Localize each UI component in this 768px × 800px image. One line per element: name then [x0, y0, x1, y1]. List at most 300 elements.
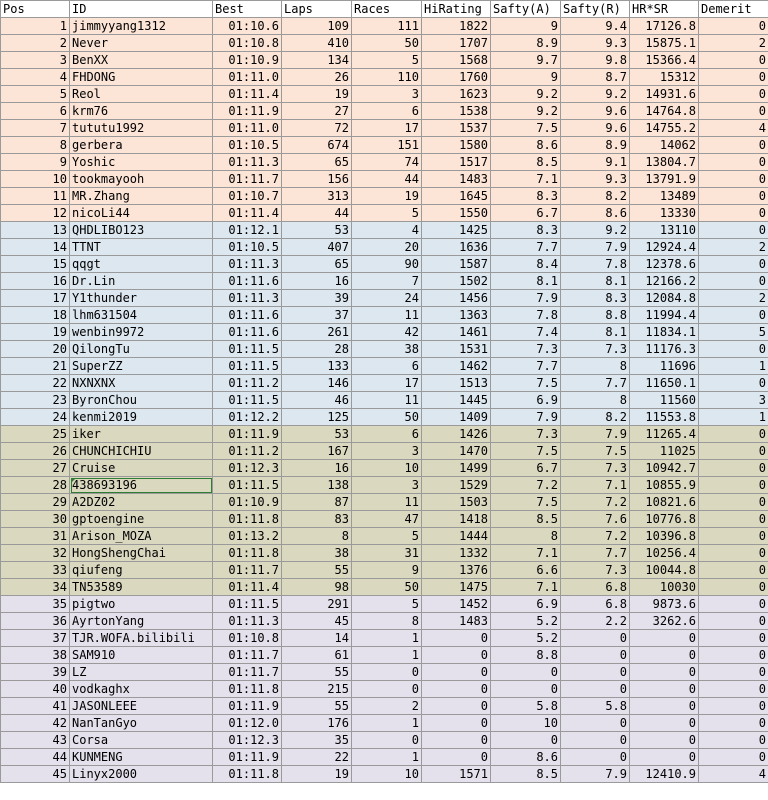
hirating-cell[interactable]: 1452: [422, 596, 491, 613]
laps-cell[interactable]: 215: [282, 681, 352, 698]
best-cell[interactable]: 01:11.7: [213, 562, 282, 579]
demerit-cell[interactable]: 0: [699, 647, 768, 664]
safty-a-cell[interactable]: 8.5: [491, 154, 561, 171]
safty-a-cell[interactable]: 7.2: [491, 477, 561, 494]
hr-sr-cell[interactable]: 17126.8: [630, 18, 699, 35]
hirating-cell[interactable]: 1517: [422, 154, 491, 171]
safty-a-cell[interactable]: 7.1: [491, 171, 561, 188]
races-cell[interactable]: 6: [352, 358, 422, 375]
safty-a-cell[interactable]: 7.1: [491, 545, 561, 562]
pos-cell[interactable]: 31: [1, 528, 70, 545]
pos-cell[interactable]: 8: [1, 137, 70, 154]
safty-r-cell[interactable]: 7.3: [561, 460, 630, 477]
safty-a-cell[interactable]: 5.8: [491, 698, 561, 715]
laps-cell[interactable]: 674: [282, 137, 352, 154]
safty-a-cell[interactable]: 9.2: [491, 103, 561, 120]
hr-sr-cell[interactable]: 0: [630, 630, 699, 647]
table-row[interactable]: [1, 69, 768, 86]
table-row[interactable]: [1, 613, 768, 630]
demerit-cell[interactable]: 0: [699, 715, 768, 732]
hr-sr-cell[interactable]: 0: [630, 715, 699, 732]
demerit-cell[interactable]: 0: [699, 222, 768, 239]
hirating-cell[interactable]: 1425: [422, 222, 491, 239]
laps-cell[interactable]: 37: [282, 307, 352, 324]
races-cell[interactable]: 0: [352, 664, 422, 681]
demerit-cell[interactable]: 0: [699, 630, 768, 647]
safty-a-cell[interactable]: 9.7: [491, 52, 561, 69]
laps-cell[interactable]: 19: [282, 766, 352, 783]
laps-cell[interactable]: 38: [282, 545, 352, 562]
safty-a-cell[interactable]: 8.3: [491, 222, 561, 239]
table-row[interactable]: [1, 562, 768, 579]
safty-r-cell[interactable]: 9.8: [561, 52, 630, 69]
hr-sr-cell[interactable]: 12084.8: [630, 290, 699, 307]
pos-cell[interactable]: 35: [1, 596, 70, 613]
pos-cell[interactable]: 21: [1, 358, 70, 375]
demerit-cell[interactable]: 0: [699, 749, 768, 766]
laps-cell[interactable]: 109: [282, 18, 352, 35]
table-row[interactable]: [1, 171, 768, 188]
safty-r-cell[interactable]: 7.6: [561, 511, 630, 528]
safty-r-cell[interactable]: 6.8: [561, 596, 630, 613]
hr-sr-cell[interactable]: 0: [630, 681, 699, 698]
hr-sr-cell[interactable]: 12378.6: [630, 256, 699, 273]
safty-a-cell[interactable]: 10: [491, 715, 561, 732]
id-cell[interactable]: 438693196: [70, 477, 213, 494]
safty-a-cell[interactable]: 7.3: [491, 426, 561, 443]
laps-cell[interactable]: 133: [282, 358, 352, 375]
safty-a-cell[interactable]: 9.2: [491, 86, 561, 103]
hirating-cell[interactable]: 1645: [422, 188, 491, 205]
laps-cell[interactable]: 410: [282, 35, 352, 52]
table-row[interactable]: [1, 664, 768, 681]
best-cell[interactable]: 01:11.8: [213, 766, 282, 783]
demerit-cell[interactable]: 0: [699, 137, 768, 154]
header-demerit[interactable]: Demerit: [699, 1, 768, 18]
demerit-cell[interactable]: 0: [699, 426, 768, 443]
pos-cell[interactable]: 28: [1, 477, 70, 494]
table-row[interactable]: [1, 477, 768, 494]
laps-cell[interactable]: 72: [282, 120, 352, 137]
id-cell[interactable]: Arison_MOZA: [70, 528, 213, 545]
hirating-cell[interactable]: 0: [422, 664, 491, 681]
safty-a-cell[interactable]: 8.4: [491, 256, 561, 273]
pos-cell[interactable]: 25: [1, 426, 70, 443]
best-cell[interactable]: 01:12.0: [213, 715, 282, 732]
safty-a-cell[interactable]: 6.6: [491, 562, 561, 579]
races-cell[interactable]: 5: [352, 596, 422, 613]
hr-sr-cell[interactable]: 11834.1: [630, 324, 699, 341]
races-cell[interactable]: 10: [352, 460, 422, 477]
id-cell[interactable]: jimmyyang1312: [70, 18, 213, 35]
races-cell[interactable]: 50: [352, 409, 422, 426]
hr-sr-cell[interactable]: 0: [630, 647, 699, 664]
id-cell[interactable]: JASONLEEE: [70, 698, 213, 715]
pos-cell[interactable]: 5: [1, 86, 70, 103]
safty-r-cell[interactable]: 0: [561, 715, 630, 732]
safty-a-cell[interactable]: 6.9: [491, 596, 561, 613]
races-cell[interactable]: 1: [352, 715, 422, 732]
hirating-cell[interactable]: 0: [422, 647, 491, 664]
table-row[interactable]: [1, 698, 768, 715]
pos-cell[interactable]: 12: [1, 205, 70, 222]
safty-a-cell[interactable]: 7.9: [491, 409, 561, 426]
demerit-cell[interactable]: 0: [699, 562, 768, 579]
pos-cell[interactable]: 34: [1, 579, 70, 596]
safty-r-cell[interactable]: 8.1: [561, 273, 630, 290]
demerit-cell[interactable]: 0: [699, 579, 768, 596]
best-cell[interactable]: 01:11.2: [213, 375, 282, 392]
races-cell[interactable]: 3: [352, 477, 422, 494]
table-row[interactable]: [1, 392, 768, 409]
safty-a-cell[interactable]: 8.6: [491, 749, 561, 766]
hirating-cell[interactable]: 1363: [422, 307, 491, 324]
pos-cell[interactable]: 42: [1, 715, 70, 732]
best-cell[interactable]: 01:11.8: [213, 545, 282, 562]
table-row[interactable]: [1, 120, 768, 137]
laps-cell[interactable]: 176: [282, 715, 352, 732]
best-cell[interactable]: 01:12.3: [213, 732, 282, 749]
hirating-cell[interactable]: 1470: [422, 443, 491, 460]
hirating-cell[interactable]: 1456: [422, 290, 491, 307]
races-cell[interactable]: 11: [352, 494, 422, 511]
safty-r-cell[interactable]: 0: [561, 630, 630, 647]
races-cell[interactable]: 0: [352, 732, 422, 749]
table-row[interactable]: [1, 154, 768, 171]
races-cell[interactable]: 9: [352, 562, 422, 579]
best-cell[interactable]: 01:10.8: [213, 35, 282, 52]
pos-cell[interactable]: 45: [1, 766, 70, 783]
id-cell[interactable]: TN53589: [70, 579, 213, 596]
races-cell[interactable]: 17: [352, 375, 422, 392]
safty-r-cell[interactable]: 7.3: [561, 341, 630, 358]
laps-cell[interactable]: 19: [282, 86, 352, 103]
pos-cell[interactable]: 30: [1, 511, 70, 528]
safty-a-cell[interactable]: 7.5: [491, 120, 561, 137]
demerit-cell[interactable]: 2: [699, 35, 768, 52]
best-cell[interactable]: 01:11.5: [213, 477, 282, 494]
hirating-cell[interactable]: 1502: [422, 273, 491, 290]
laps-cell[interactable]: 8: [282, 528, 352, 545]
pos-cell[interactable]: 16: [1, 273, 70, 290]
safty-a-cell[interactable]: 0: [491, 681, 561, 698]
races-cell[interactable]: 11: [352, 392, 422, 409]
pos-cell[interactable]: 38: [1, 647, 70, 664]
id-cell[interactable]: ByronChou: [70, 392, 213, 409]
demerit-cell[interactable]: 0: [699, 188, 768, 205]
safty-r-cell[interactable]: 8.2: [561, 409, 630, 426]
id-cell[interactable]: Linyx2000: [70, 766, 213, 783]
hirating-cell[interactable]: 1461: [422, 324, 491, 341]
safty-r-cell[interactable]: 7.3: [561, 562, 630, 579]
best-cell[interactable]: 01:10.6: [213, 18, 282, 35]
hr-sr-cell[interactable]: 13330: [630, 205, 699, 222]
races-cell[interactable]: 19: [352, 188, 422, 205]
id-cell[interactable]: TTNT: [70, 239, 213, 256]
hr-sr-cell[interactable]: 12166.2: [630, 273, 699, 290]
safty-r-cell[interactable]: 9.2: [561, 86, 630, 103]
best-cell[interactable]: 01:10.5: [213, 137, 282, 154]
races-cell[interactable]: 0: [352, 681, 422, 698]
safty-r-cell[interactable]: 6.8: [561, 579, 630, 596]
safty-a-cell[interactable]: 7.7: [491, 239, 561, 256]
races-cell[interactable]: 44: [352, 171, 422, 188]
id-cell[interactable]: qqgt: [70, 256, 213, 273]
demerit-cell[interactable]: 0: [699, 256, 768, 273]
demerit-cell[interactable]: 0: [699, 613, 768, 630]
hr-sr-cell[interactable]: 12410.9: [630, 766, 699, 783]
safty-r-cell[interactable]: 7.9: [561, 426, 630, 443]
safty-a-cell[interactable]: 0: [491, 664, 561, 681]
id-cell[interactable]: gptoengine: [70, 511, 213, 528]
hr-sr-cell[interactable]: 10396.8: [630, 528, 699, 545]
table-row[interactable]: [1, 256, 768, 273]
races-cell[interactable]: 5: [352, 52, 422, 69]
laps-cell[interactable]: 55: [282, 562, 352, 579]
safty-a-cell[interactable]: 7.5: [491, 443, 561, 460]
pos-cell[interactable]: 43: [1, 732, 70, 749]
pos-cell[interactable]: 44: [1, 749, 70, 766]
hr-sr-cell[interactable]: 14931.6: [630, 86, 699, 103]
safty-a-cell[interactable]: 9: [491, 69, 561, 86]
hr-sr-cell[interactable]: 10942.7: [630, 460, 699, 477]
table-row[interactable]: [1, 528, 768, 545]
races-cell[interactable]: 5: [352, 528, 422, 545]
best-cell[interactable]: 01:10.8: [213, 630, 282, 647]
best-cell[interactable]: 01:11.4: [213, 579, 282, 596]
safty-r-cell[interactable]: 2.2: [561, 613, 630, 630]
best-cell[interactable]: 01:11.3: [213, 613, 282, 630]
safty-r-cell[interactable]: 7.9: [561, 239, 630, 256]
table-row[interactable]: [1, 681, 768, 698]
hirating-cell[interactable]: 1571: [422, 766, 491, 783]
table-row[interactable]: [1, 443, 768, 460]
safty-r-cell[interactable]: 7.5: [561, 443, 630, 460]
best-cell[interactable]: 01:11.8: [213, 511, 282, 528]
demerit-cell[interactable]: 1: [699, 409, 768, 426]
hirating-cell[interactable]: 0: [422, 681, 491, 698]
id-cell[interactable]: vodkaghx: [70, 681, 213, 698]
best-cell[interactable]: 01:11.0: [213, 120, 282, 137]
hr-sr-cell[interactable]: 13804.7: [630, 154, 699, 171]
hr-sr-cell[interactable]: 11265.4: [630, 426, 699, 443]
table-row[interactable]: [1, 290, 768, 307]
laps-cell[interactable]: 125: [282, 409, 352, 426]
races-cell[interactable]: 1: [352, 647, 422, 664]
hirating-cell[interactable]: 1445: [422, 392, 491, 409]
safty-a-cell[interactable]: 6.7: [491, 460, 561, 477]
hr-sr-cell[interactable]: 0: [630, 664, 699, 681]
pos-cell[interactable]: 20: [1, 341, 70, 358]
demerit-cell[interactable]: 0: [699, 52, 768, 69]
hirating-cell[interactable]: 0: [422, 630, 491, 647]
best-cell[interactable]: 01:10.9: [213, 52, 282, 69]
laps-cell[interactable]: 53: [282, 426, 352, 443]
best-cell[interactable]: 01:11.2: [213, 443, 282, 460]
hr-sr-cell[interactable]: 11176.3: [630, 341, 699, 358]
pos-cell[interactable]: 7: [1, 120, 70, 137]
races-cell[interactable]: 5: [352, 205, 422, 222]
table-row[interactable]: [1, 324, 768, 341]
safty-a-cell[interactable]: 8.6: [491, 137, 561, 154]
demerit-cell[interactable]: 2: [699, 239, 768, 256]
safty-a-cell[interactable]: 8.1: [491, 273, 561, 290]
hr-sr-cell[interactable]: 11560: [630, 392, 699, 409]
laps-cell[interactable]: 291: [282, 596, 352, 613]
hirating-cell[interactable]: 1444: [422, 528, 491, 545]
hr-sr-cell[interactable]: 15366.4: [630, 52, 699, 69]
demerit-cell[interactable]: 0: [699, 511, 768, 528]
safty-a-cell[interactable]: 7.9: [491, 290, 561, 307]
best-cell[interactable]: 01:11.8: [213, 681, 282, 698]
demerit-cell[interactable]: 0: [699, 171, 768, 188]
id-cell[interactable]: Never: [70, 35, 213, 52]
id-cell[interactable]: NanTanGyo: [70, 715, 213, 732]
safty-r-cell[interactable]: 0: [561, 647, 630, 664]
table-row[interactable]: [1, 426, 768, 443]
safty-r-cell[interactable]: 8.9: [561, 137, 630, 154]
header-id[interactable]: ID: [70, 1, 213, 18]
demerit-cell[interactable]: 0: [699, 273, 768, 290]
best-cell[interactable]: 01:12.2: [213, 409, 282, 426]
header-laps[interactable]: Laps: [282, 1, 352, 18]
id-cell[interactable]: Dr.Lin: [70, 273, 213, 290]
hr-sr-cell[interactable]: 14764.8: [630, 103, 699, 120]
demerit-cell[interactable]: 0: [699, 681, 768, 698]
best-cell[interactable]: 01:11.6: [213, 324, 282, 341]
races-cell[interactable]: 20: [352, 239, 422, 256]
id-cell[interactable]: gerbera: [70, 137, 213, 154]
laps-cell[interactable]: 46: [282, 392, 352, 409]
safty-a-cell[interactable]: 7.1: [491, 579, 561, 596]
safty-a-cell[interactable]: 8.3: [491, 188, 561, 205]
hr-sr-cell[interactable]: 15875.1: [630, 35, 699, 52]
hirating-cell[interactable]: 0: [422, 749, 491, 766]
laps-cell[interactable]: 22: [282, 749, 352, 766]
table-row[interactable]: [1, 375, 768, 392]
pos-cell[interactable]: 33: [1, 562, 70, 579]
safty-r-cell[interactable]: 5.8: [561, 698, 630, 715]
hirating-cell[interactable]: 1822: [422, 18, 491, 35]
id-cell[interactable]: pigtwo: [70, 596, 213, 613]
safty-a-cell[interactable]: 7.4: [491, 324, 561, 341]
table-row[interactable]: [1, 188, 768, 205]
laps-cell[interactable]: 55: [282, 698, 352, 715]
table-row[interactable]: [1, 579, 768, 596]
best-cell[interactable]: 01:10.7: [213, 188, 282, 205]
header-safty-a[interactable]: Safty(A): [491, 1, 561, 18]
pos-cell[interactable]: 1: [1, 18, 70, 35]
demerit-cell[interactable]: 4: [699, 120, 768, 137]
id-cell[interactable]: LZ: [70, 664, 213, 681]
id-cell[interactable]: qiufeng: [70, 562, 213, 579]
laps-cell[interactable]: 87: [282, 494, 352, 511]
safty-r-cell[interactable]: 8.3: [561, 290, 630, 307]
hirating-cell[interactable]: 1568: [422, 52, 491, 69]
pos-cell[interactable]: 22: [1, 375, 70, 392]
best-cell[interactable]: 01:11.7: [213, 171, 282, 188]
id-cell[interactable]: KUNMENG: [70, 749, 213, 766]
table-row[interactable]: [1, 86, 768, 103]
best-cell[interactable]: 01:12.3: [213, 460, 282, 477]
table-row[interactable]: [1, 137, 768, 154]
safty-a-cell[interactable]: 8.8: [491, 647, 561, 664]
safty-r-cell[interactable]: 9.4: [561, 18, 630, 35]
hr-sr-cell[interactable]: 0: [630, 749, 699, 766]
laps-cell[interactable]: 16: [282, 460, 352, 477]
races-cell[interactable]: 24: [352, 290, 422, 307]
hr-sr-cell[interactable]: 11553.8: [630, 409, 699, 426]
pos-cell[interactable]: 37: [1, 630, 70, 647]
races-cell[interactable]: 50: [352, 35, 422, 52]
best-cell[interactable]: 01:11.9: [213, 426, 282, 443]
hr-sr-cell[interactable]: 13791.9: [630, 171, 699, 188]
safty-r-cell[interactable]: 8.6: [561, 205, 630, 222]
races-cell[interactable]: 1: [352, 630, 422, 647]
id-cell[interactable]: SuperZZ: [70, 358, 213, 375]
id-cell[interactable]: Cruise: [70, 460, 213, 477]
table-row[interactable]: [1, 749, 768, 766]
laps-cell[interactable]: 65: [282, 256, 352, 273]
pos-cell[interactable]: 15: [1, 256, 70, 273]
hirating-cell[interactable]: 1376: [422, 562, 491, 579]
races-cell[interactable]: 6: [352, 103, 422, 120]
pos-cell[interactable]: 6: [1, 103, 70, 120]
id-cell[interactable]: FHDONG: [70, 69, 213, 86]
hr-sr-cell[interactable]: 11994.4: [630, 307, 699, 324]
races-cell[interactable]: 151: [352, 137, 422, 154]
laps-cell[interactable]: 55: [282, 664, 352, 681]
demerit-cell[interactable]: 0: [699, 18, 768, 35]
id-cell[interactable]: Corsa: [70, 732, 213, 749]
races-cell[interactable]: 6: [352, 426, 422, 443]
hirating-cell[interactable]: 0: [422, 698, 491, 715]
header-hirating[interactable]: HiRating: [422, 1, 491, 18]
hirating-cell[interactable]: 1580: [422, 137, 491, 154]
pos-cell[interactable]: 2: [1, 35, 70, 52]
hr-sr-cell[interactable]: 10030: [630, 579, 699, 596]
safty-a-cell[interactable]: 7.8: [491, 307, 561, 324]
table-row[interactable]: [1, 511, 768, 528]
safty-r-cell[interactable]: 8: [561, 392, 630, 409]
demerit-cell[interactable]: 4: [699, 766, 768, 783]
hr-sr-cell[interactable]: 3262.6: [630, 613, 699, 630]
pos-cell[interactable]: 13: [1, 222, 70, 239]
pos-cell[interactable]: 14: [1, 239, 70, 256]
laps-cell[interactable]: 167: [282, 443, 352, 460]
pos-cell[interactable]: 39: [1, 664, 70, 681]
laps-cell[interactable]: 138: [282, 477, 352, 494]
laps-cell[interactable]: 313: [282, 188, 352, 205]
safty-r-cell[interactable]: 8.7: [561, 69, 630, 86]
pos-cell[interactable]: 27: [1, 460, 70, 477]
id-cell[interactable]: NXNXNX: [70, 375, 213, 392]
safty-a-cell[interactable]: 8: [491, 528, 561, 545]
table-row[interactable]: [1, 103, 768, 120]
table-row[interactable]: [1, 341, 768, 358]
best-cell[interactable]: 01:10.9: [213, 494, 282, 511]
best-cell[interactable]: 01:11.4: [213, 86, 282, 103]
id-cell[interactable]: AyrtonYang: [70, 613, 213, 630]
races-cell[interactable]: 90: [352, 256, 422, 273]
safty-r-cell[interactable]: 9.6: [561, 103, 630, 120]
laps-cell[interactable]: 44: [282, 205, 352, 222]
id-cell[interactable]: nicoLi44: [70, 205, 213, 222]
races-cell[interactable]: 8: [352, 613, 422, 630]
safty-r-cell[interactable]: 0: [561, 732, 630, 749]
best-cell[interactable]: 01:11.6: [213, 273, 282, 290]
table-row[interactable]: [1, 409, 768, 426]
